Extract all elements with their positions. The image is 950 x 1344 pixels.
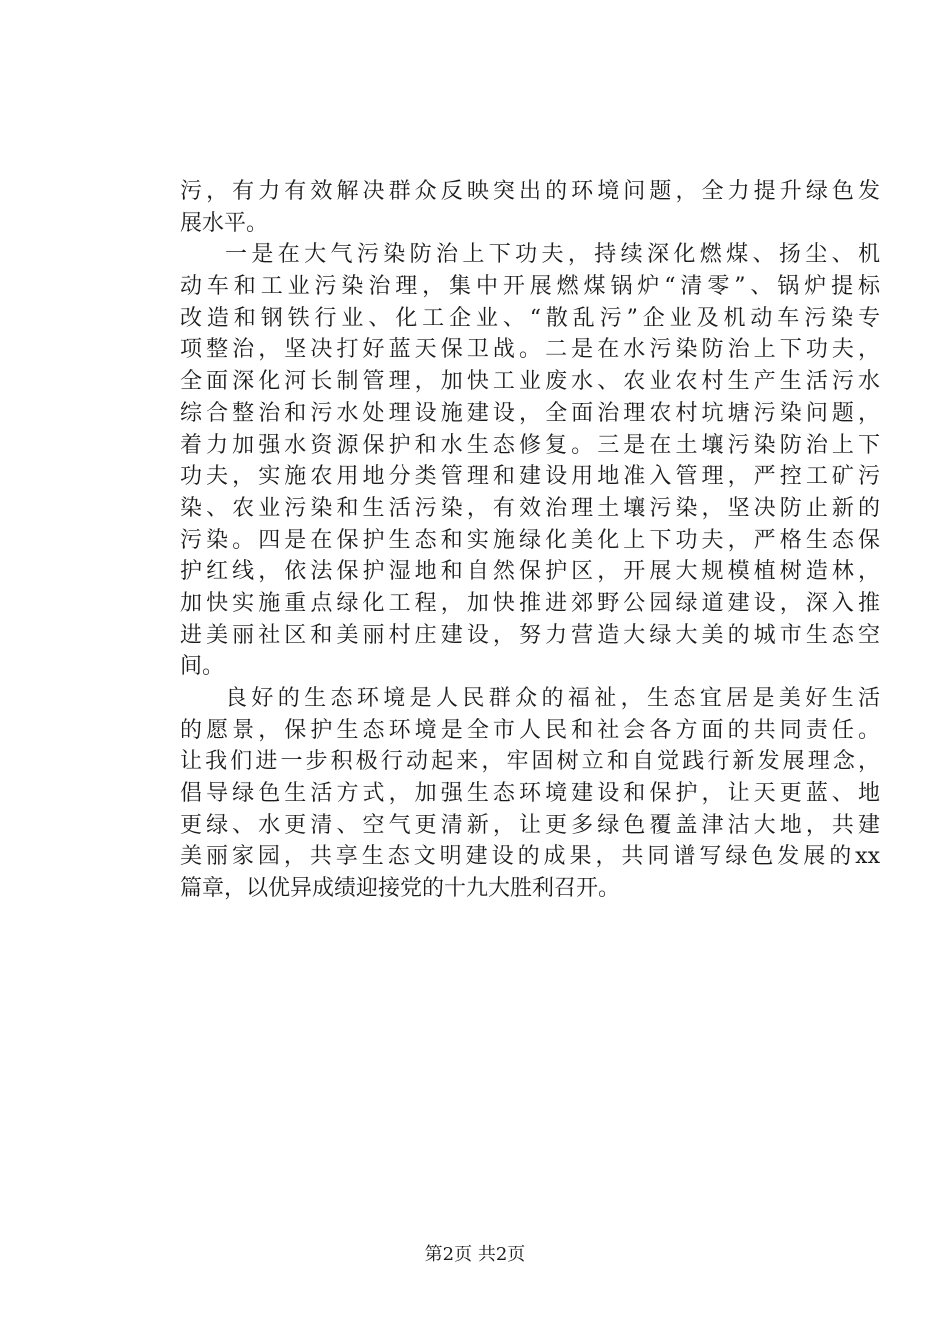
text-line: 让我们进一步积极行动起来，牢固树立和自觉践行新发展理念， — [180, 749, 880, 775]
text-line: 倡导绿色生活方式，加强生态环境建设和保护，让天更蓝、地 — [180, 781, 880, 807]
text-line: 篇章，以优异成绩迎接党的十九大胜利召开。 — [180, 876, 621, 902]
paragraph-first-line: 一是在大气污染防治上下功夫，持续深化燃煤、扬尘、机 — [225, 242, 880, 268]
text-line: 进美丽社区和美丽村庄建设，努力营造大绿大美的城市生态空 — [180, 622, 880, 648]
text-line: 护红线，依法保护湿地和自然保护区，开展大规模植树造林， — [180, 559, 880, 585]
text-line: 加快实施重点绿化工程，加快推进郊野公园绿道建设，深入推 — [180, 590, 880, 616]
paragraph-first-line: 良好的生态环境是人民群众的福祉，生态宜居是美好生活 — [225, 686, 880, 711]
text-line: 美丽家园，共享生态文明建设的成果，共同谱写绿色发展的xx — [180, 844, 880, 870]
text-line: 展水平。 — [180, 210, 269, 236]
text-line: 功夫，实施农用地分类管理和建设用地准入管理，严控工矿污 — [180, 464, 880, 490]
page-footer — [0, 1243, 950, 1267]
text-line: 污，有力有效解决群众反映突出的环境问题，全力提升绿色发 — [180, 179, 880, 204]
text-line: 改造和钢铁行业、化工企业、“散乱污”企业及机动车污染专 — [180, 305, 880, 331]
text-line: 的愿景，保护生态环境是全市人民和社会各方面的共同责任。 — [180, 717, 880, 743]
text-line: 全面深化河长制管理，加快工业废水、农业农村生产生活污水 — [180, 369, 880, 395]
body-text — [180, 176, 880, 905]
text-line: 项整治，坚决打好蓝天保卫战。二是在水污染防治上下功夫， — [180, 337, 880, 363]
text-line: 着力加强水资源保护和水生态修复。三是在土壤污染防治上下 — [180, 432, 880, 458]
text-line: 染、农业污染和生活污染，有效治理土壤污染，坚决防止新的 — [180, 495, 880, 521]
text-line: 更绿、水更清、空气更清新，让更多绿色覆盖津沽大地，共建 — [180, 812, 880, 838]
page-number-label: 第2页 共2页 — [424, 1244, 526, 1265]
text-line: 动车和工业污染治理，集中开展燃煤锅炉“清零”、锅炉提标 — [180, 274, 880, 300]
text-line: 综合整治和污水处理设施建设，全面治理农村坑塘污染问题， — [180, 400, 880, 426]
text-line: 污染。四是在保护生态和实施绿化美化上下功夫，严格生态保 — [180, 527, 880, 553]
text-line: 间。 — [180, 654, 225, 680]
